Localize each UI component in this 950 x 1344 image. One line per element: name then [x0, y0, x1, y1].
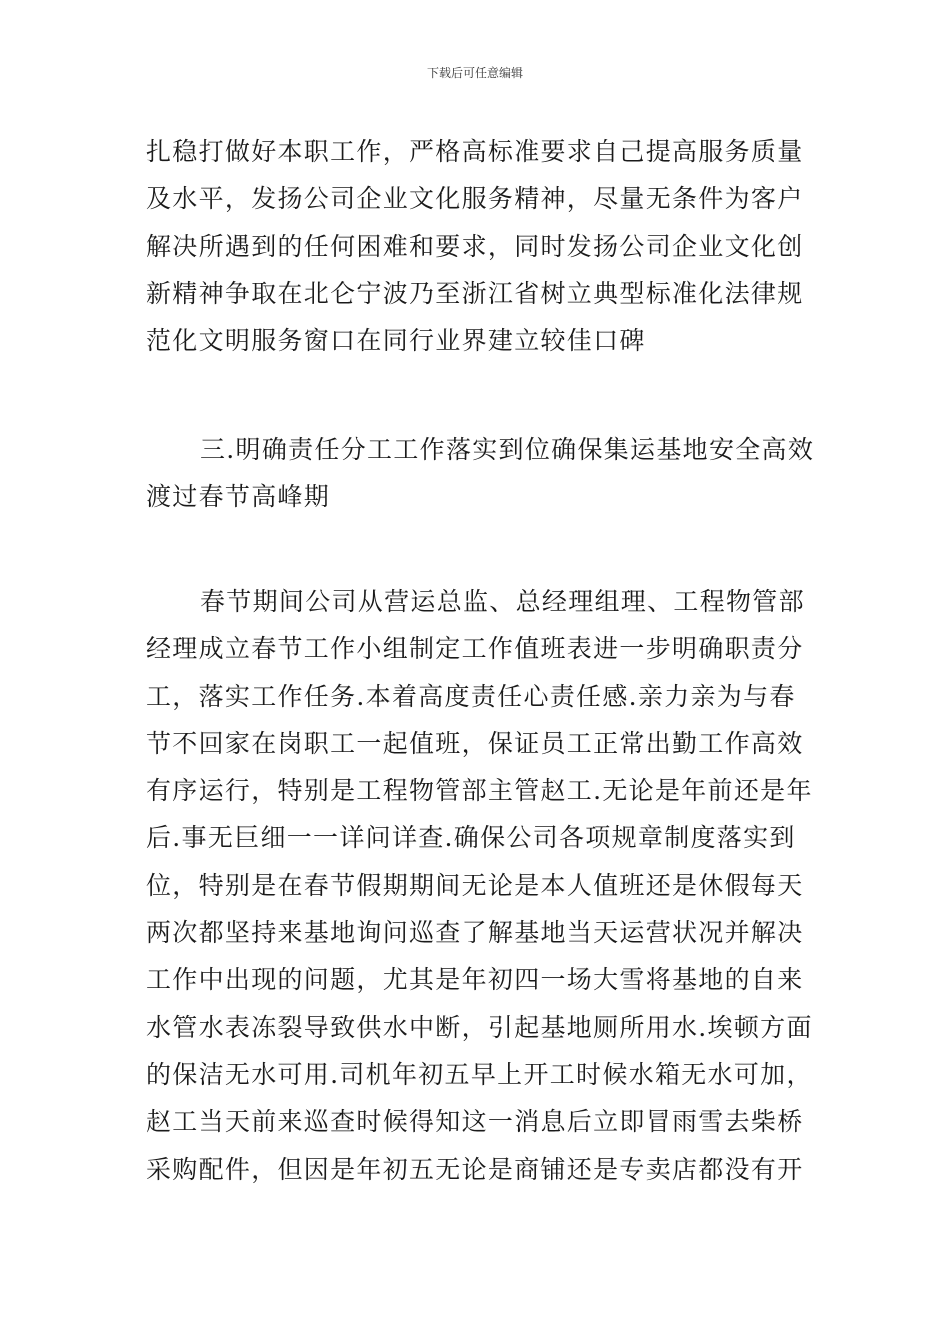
paragraph-spring-festival [146, 578, 813, 1193]
text-line: 的保洁无水可用.司机年初五早上开工时候水箱无水可加， [146, 1059, 813, 1089]
text-line: 解决所遇到的任何困难和要求，同时发扬公司企业文化创 [146, 231, 804, 261]
heading-line: 三.明确责任分工工作落实到位确保集运基地安全高效 [200, 435, 815, 464]
text-line: 赵工当天前来巡查时候得知这一消息后立即冒雨雪去柴桥 [146, 1107, 804, 1137]
text-line: 水管水表冻裂导致供水中断，引起基地厕所用水.埃顿方面 [146, 1012, 813, 1042]
paragraph-service-quality [146, 128, 808, 364]
text-line: 经理成立春节工作小组制定工作值班表进一步明确职责分 [146, 634, 804, 664]
text-line: 采购配件，但因是年初五无论是商铺还是专卖店都没有开 [146, 1154, 804, 1184]
text-line: 春节期间公司从营运总监、总经理组理、工程物管部 [200, 587, 805, 616]
text-line: 有序运行，特别是工程物管部主管赵工.无论是年前还是年 [146, 776, 813, 806]
text-line: 节不回家在岗职工一起值班，保证员工正常出勤工作高效 [146, 728, 804, 758]
text-line: 及水平，发扬公司企业文化服务精神，尽量无条件为客户 [146, 184, 804, 214]
page-header-note: 下载后可任意编辑 [426, 66, 523, 80]
text-line: 位，特别是在春节假期期间无论是本人值班还是休假每天 [146, 870, 804, 900]
text-line: 范化文明服务窗口在同行业界建立较佳口碑 [146, 326, 646, 356]
heading-line: 渡过春节高峰期 [146, 482, 331, 512]
text-line: 工作中出现的问题，尤其是年初四一场大雪将基地的自来 [146, 965, 804, 995]
text-line: 扎稳打做好本职工作，严格高标准要求自己提高服务质量 [146, 137, 804, 166]
text-line: 两次都坚持来基地询问巡查了解基地当天运营状况并解决 [146, 918, 804, 948]
text-line: 后.事无巨细一一详问详查.确保公司各项规章制度落实到 [146, 823, 796, 853]
section-heading-three [146, 426, 815, 521]
text-line: 工，落实工作任务.本着高度责任心责任感.亲力亲为与春 [146, 681, 796, 711]
text-line: 新精神争取在北仑宁波乃至浙江省树立典型标准化法律规 [146, 278, 804, 308]
